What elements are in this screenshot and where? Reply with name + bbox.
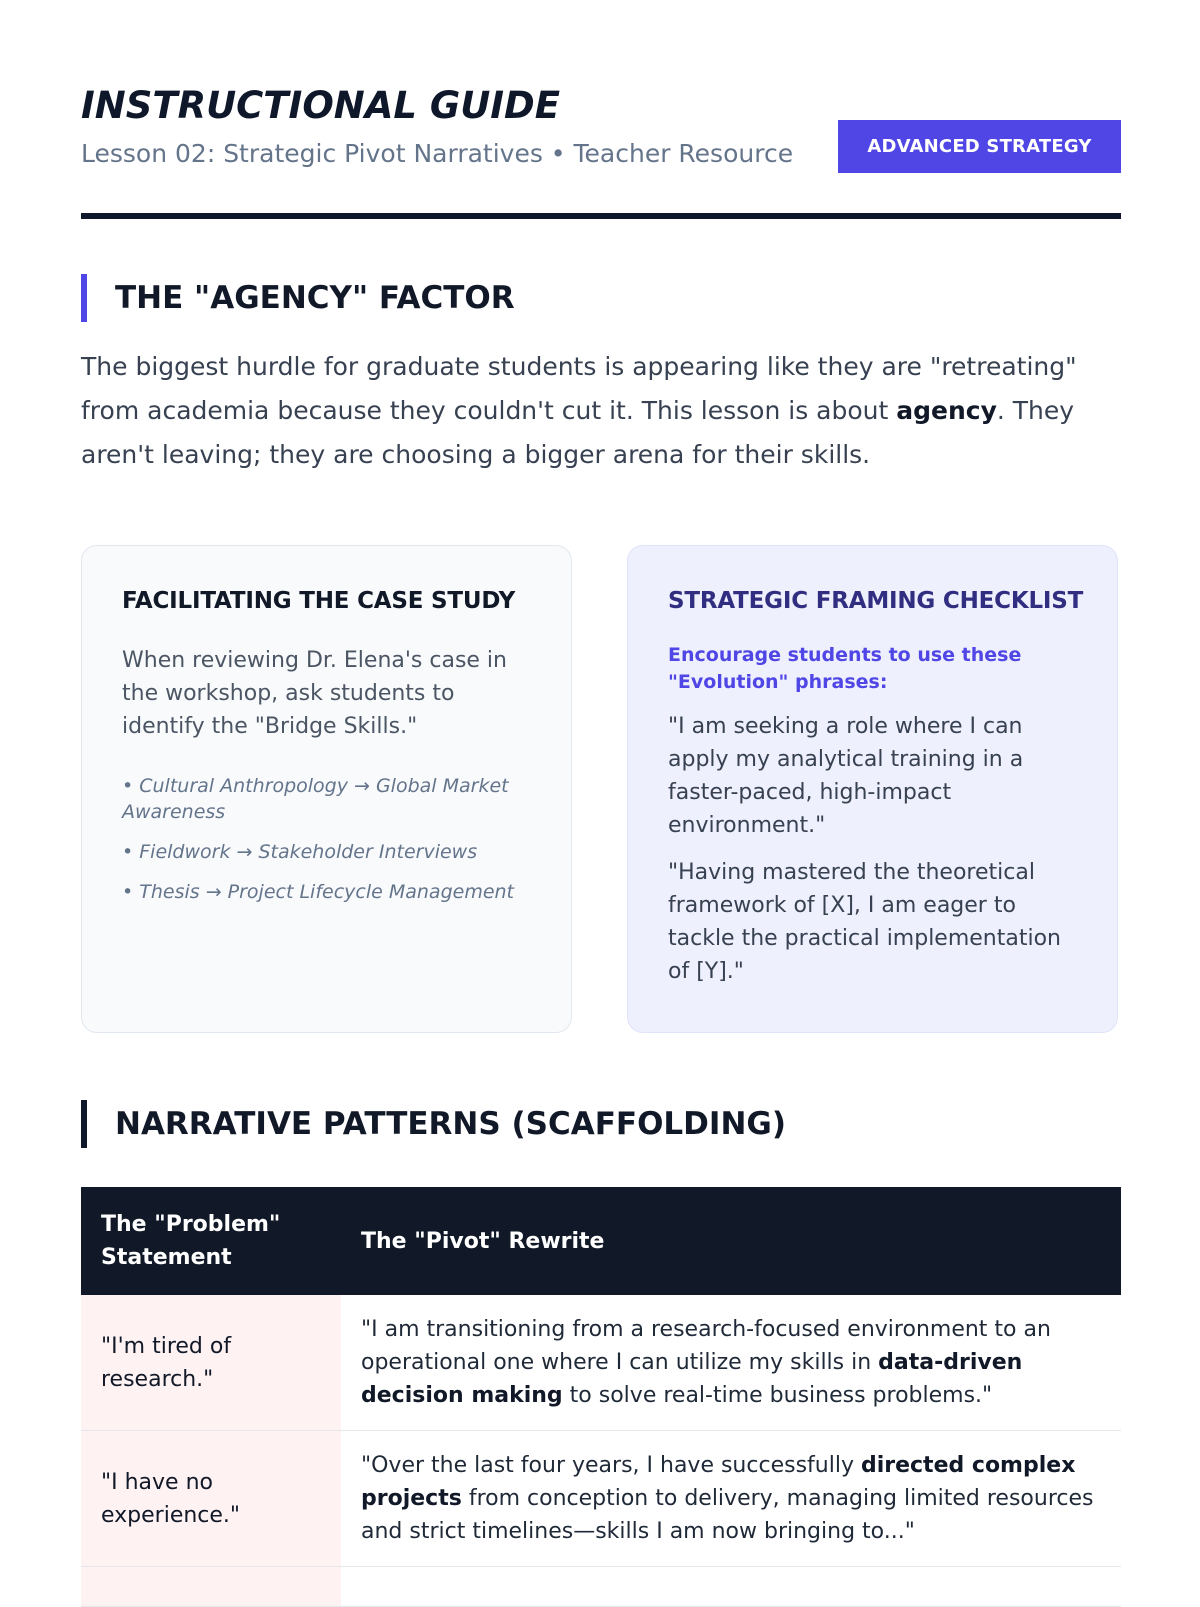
problem-statement-cell — [81, 1567, 341, 1607]
problem-statement-cell: "I'm tired of research." — [81, 1295, 341, 1431]
advanced-strategy-badge: ADVANCED STRATEGY — [838, 120, 1121, 173]
evolution-phrase: "Having mastered the theoretical framework of [X], I am eager to tackle the practical implementation of [Y]." — [668, 860, 1062, 984]
evolution-phrase: "I am seeking a role where I can apply my analytical training in a faster-paced, high-impact environment." — [668, 714, 1024, 838]
framing-checklist-card — [627, 545, 1118, 1033]
rewrite-emphasis: directed complex projects — [361, 1453, 1076, 1511]
patterns-accent-bar — [81, 1100, 87, 1148]
bridge-skill-item: • Thesis → Project Lifecycle Management — [122, 881, 515, 903]
guide-header — [81, 82, 1121, 222]
framing-checklist-title: STRATEGIC FRAMING CHECKLIST — [668, 588, 1084, 614]
agency-section-heading — [81, 274, 515, 322]
encourage-phrases-label: Encourage students to use these "Evolution" phrases: — [668, 644, 1022, 693]
guide-title: INSTRUCTIONAL GUIDE — [81, 84, 560, 127]
rewrite-text: from conception to delivery, managing limited resources and strict timelines—skills I am now bringing to..." — [361, 1486, 1094, 1544]
bridge-skills-list — [122, 773, 531, 905]
problem-statement-cell: "I have no experience." — [81, 1431, 341, 1567]
agency-heading-text: THE "AGENCY" FACTOR — [115, 280, 515, 316]
rewrite-emphasis: data-driven decision making — [361, 1350, 1023, 1408]
intro-text-end: . They aren't leaving; they are choosing a bigger arena for their skills. — [81, 396, 1075, 469]
case-study-card — [81, 545, 572, 1033]
pivot-rewrite-cell — [341, 1431, 1121, 1567]
problem-column-header: The "Problem" Statement — [81, 1187, 341, 1295]
case-study-title: FACILITATING THE CASE STUDY — [122, 588, 516, 614]
pivot-rewrite-cell — [341, 1295, 1121, 1431]
rewrite-text: to solve real-time business problems." — [562, 1383, 993, 1408]
case-study-body: When reviewing Dr. Elena's case in the workshop, ask students to identify the "Bridge Skills." — [122, 648, 507, 739]
intro-agency-emphasis: agency — [896, 396, 997, 425]
table-header-row — [81, 1187, 1121, 1295]
agency-intro-paragraph — [81, 345, 1111, 477]
patterns-section-heading — [81, 1100, 786, 1148]
bridge-skill-item: • Cultural Anthropology → Global Market Awareness — [122, 775, 509, 823]
table-row — [81, 1567, 1121, 1607]
table-row — [81, 1431, 1121, 1567]
lesson-subtitle: Lesson 02: Strategic Pivot Narratives • Teacher Resource — [81, 139, 794, 168]
bridge-skill-item: • Fieldwork → Stakeholder Interviews — [122, 841, 478, 863]
table-row — [81, 1295, 1121, 1431]
agency-accent-bar — [81, 274, 87, 322]
patterns-heading-text: NARRATIVE PATTERNS (SCAFFOLDING) — [115, 1106, 786, 1142]
pivot-column-header: The "Pivot" Rewrite — [341, 1187, 1121, 1295]
intro-text-start: The biggest hurdle for graduate students is appearing like they are "retreating" from academia because they couldn't cut it. This lesson is about — [81, 352, 1077, 425]
narrative-patterns-table — [81, 1187, 1121, 1607]
rewrite-text: "I am transitioning from a research-focused environment to an operational one where I can utilize my skills in — [361, 1317, 1051, 1375]
rewrite-text: "Over the last four years, I have successfully — [361, 1453, 861, 1478]
header-divider — [81, 213, 1121, 219]
pivot-rewrite-cell — [341, 1567, 1121, 1607]
